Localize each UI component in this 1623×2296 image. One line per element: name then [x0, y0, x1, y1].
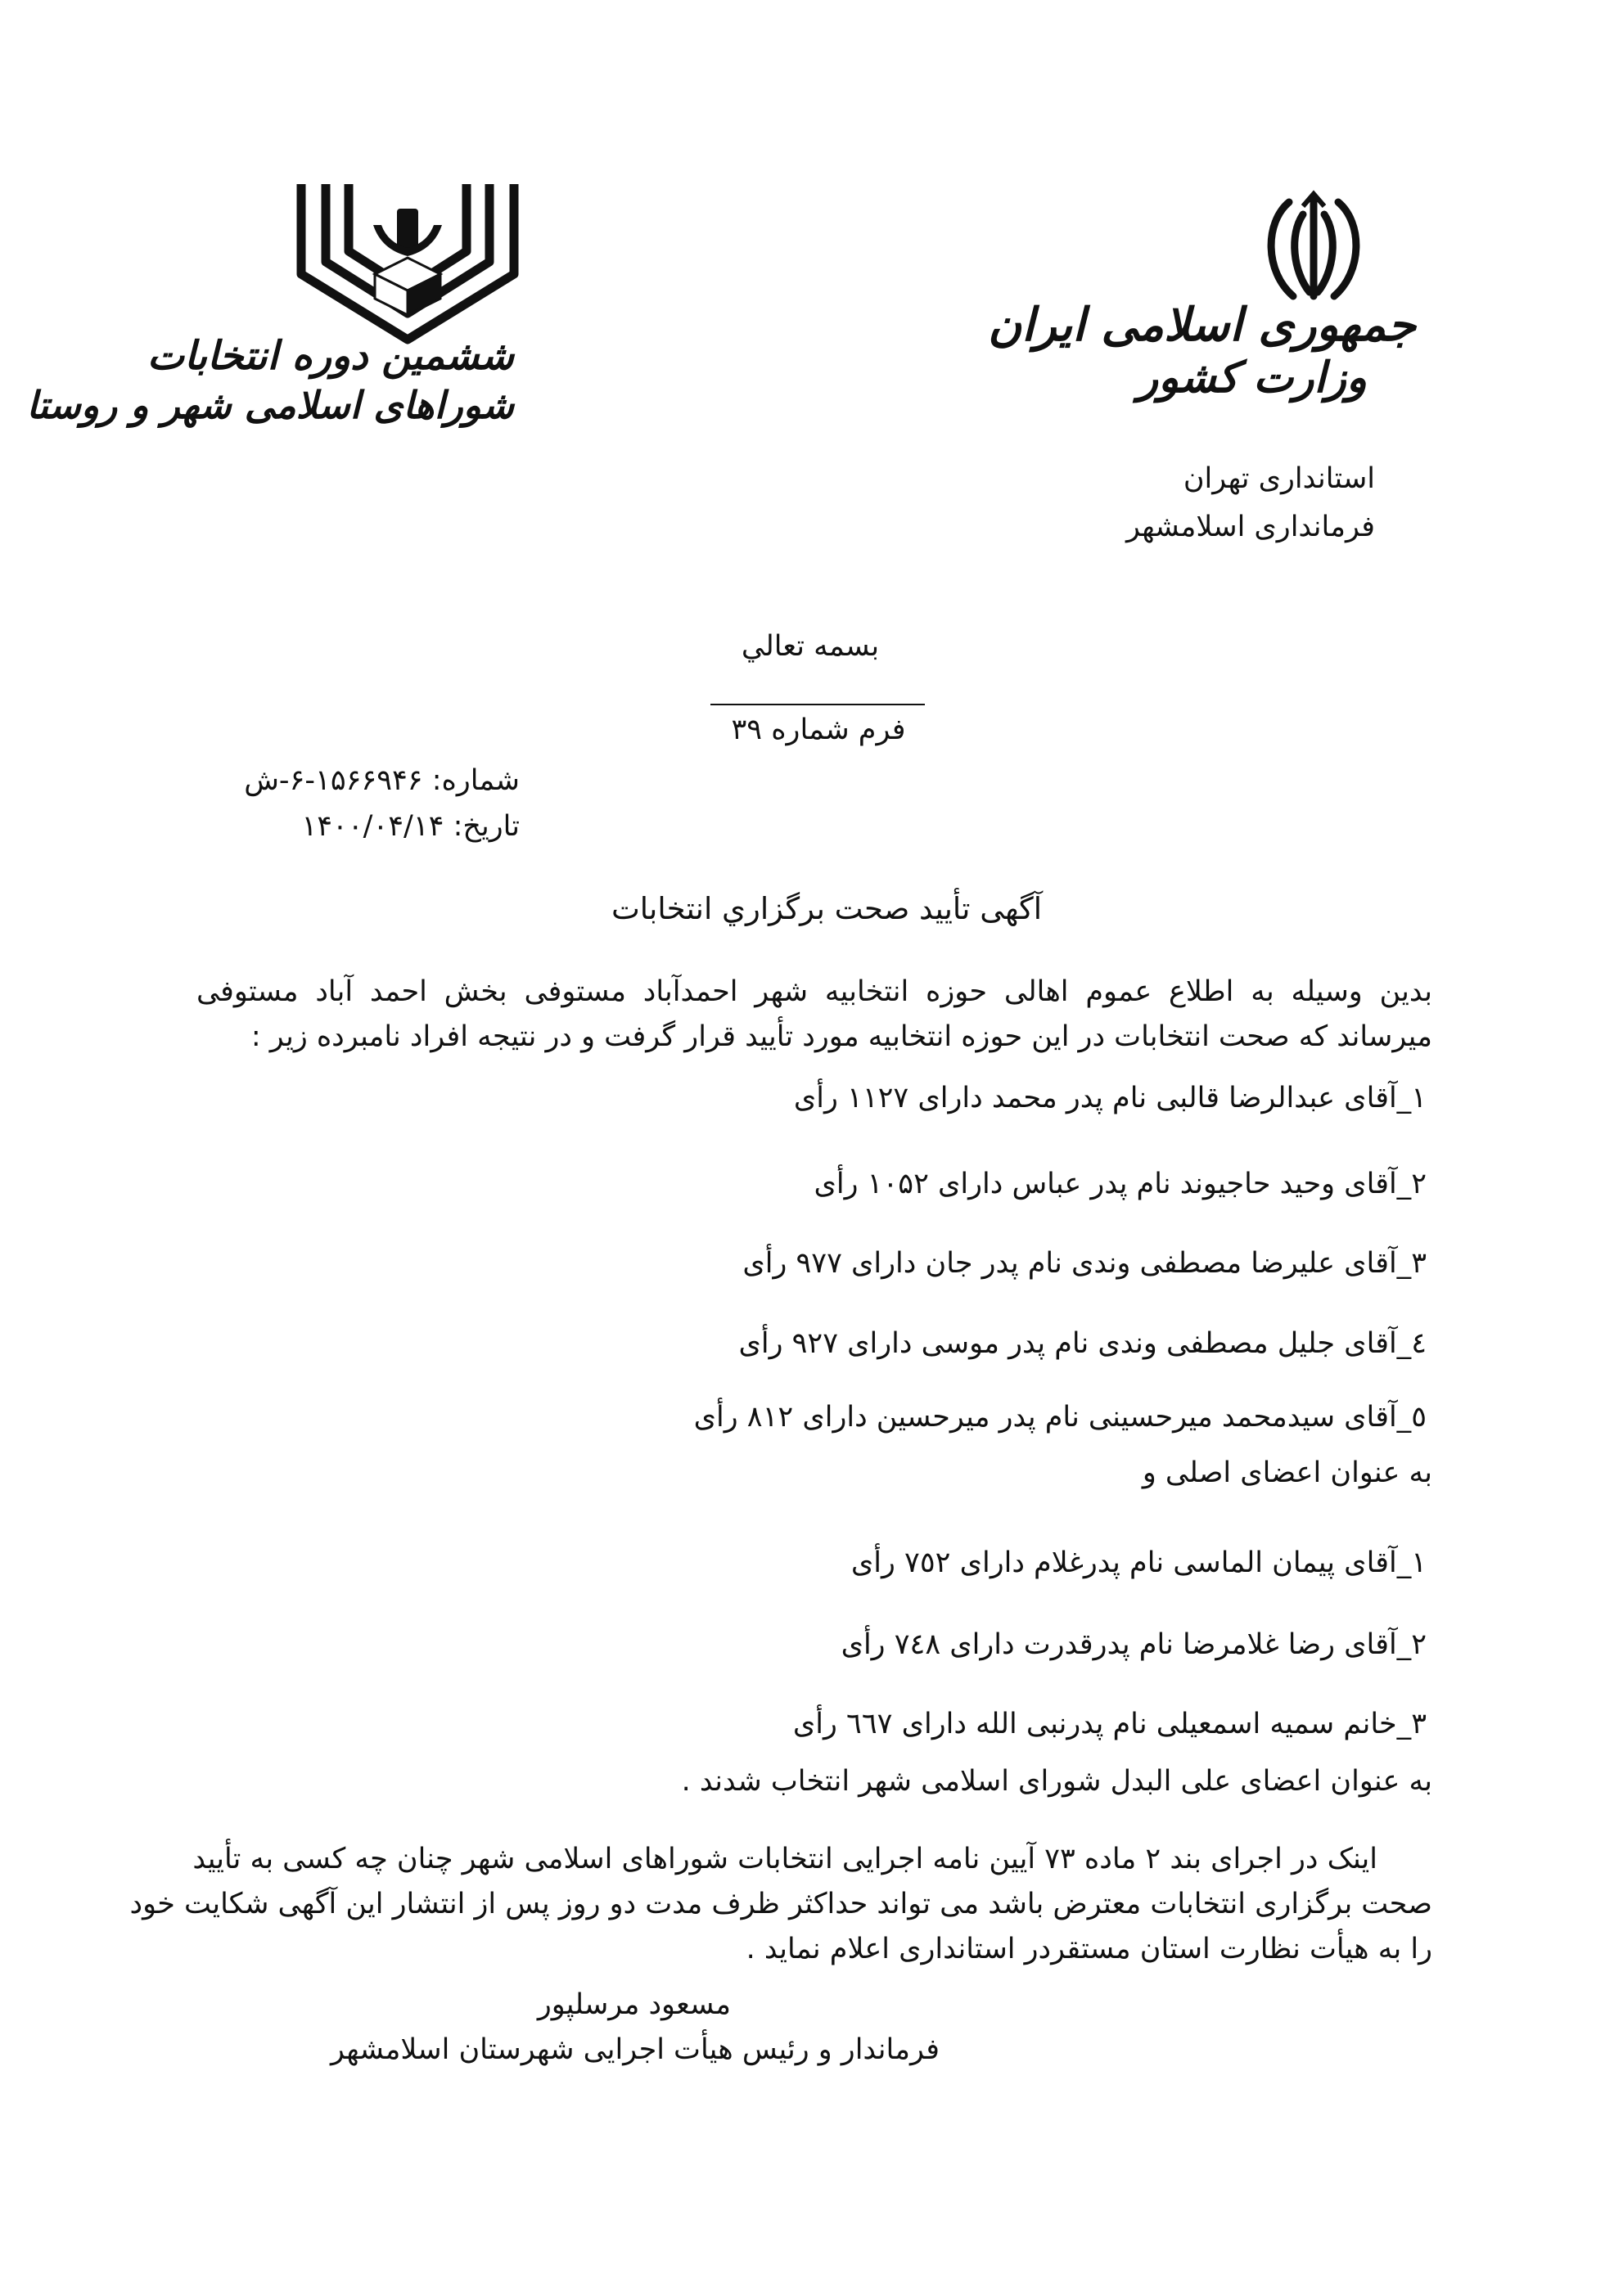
national-emblem-icon: [1252, 190, 1375, 304]
ministry-letterhead: [988, 190, 1416, 443]
ministry-caption-line-1: جمهوری اسلامی ایران: [988, 298, 1416, 352]
alternate-member-1: ١_آقای پیمان الماسی نام پدرغلام دارای ٧٥٢ رأی: [850, 1546, 1427, 1579]
letter-date: تاریخ: ۱۴۰۰/۰۴/۱۴: [301, 810, 520, 843]
invocation-heading: بسمه تعالي: [741, 630, 880, 663]
main-member-1: ١_آقای عبدالرضا قالبی نام پدر محمد دارای ۱۱۲۷ رأی: [793, 1082, 1427, 1114]
form-number: فرم شماره ۳۹: [731, 714, 906, 746]
alternate-member-3: ٣_خانم سمیه اسمعیلی نام پدرنبی الله دارای ٦٦٧ رأی: [792, 1708, 1427, 1740]
invocation-underline: [710, 704, 925, 705]
logo-caption-line-1: ششمین دوره انتخابات: [147, 333, 514, 379]
main-members-caption: به عنوان اعضای اصلی و: [1142, 1456, 1432, 1489]
closing-line-2: صحت برگزاری انتخابات معترض باشد می تواند حداکثر ظرف مدت دو روز پس از انتشار این آگهی شکایت خود: [129, 1888, 1432, 1920]
signer-title: فرماندار و رئیس هیأت اجرایی شهرستان اسلامشهر: [331, 2033, 940, 2066]
ballot-box-emblem-icon: [285, 176, 530, 348]
letter-number: شماره: ۱۵۶۶۹۴۶-۶-ش: [244, 764, 520, 797]
office-line-2: فرمانداری اسلامشهر: [1125, 511, 1375, 543]
logo-caption-line-2: شوراهای اسلامی شهر و روستا: [26, 383, 514, 427]
notice-title: آگهی تأیید صحت برگزاري انتخابات: [611, 891, 1043, 926]
office-line-1: استانداری تهران: [1183, 462, 1375, 495]
intro-line-1: بدین وسیله به اطلاع عموم اهالی حوزه انتخابیه شهر احمدآباد مستوفی بخش احمد آباد مستوفی: [196, 975, 1432, 1008]
alternate-members-caption: به عنوان اعضای علی البدل شورای اسلامی شهر انتخاب شدند .: [681, 1765, 1432, 1798]
main-member-4: ٤_آقای جلیل مصطفی وندی نام پدر موسی دارای ۹۲۷ رأی: [738, 1327, 1427, 1360]
intro-line-2: میرساند که صحت انتخابات در این حوزه انتخابیه مورد تأیید قرار گرفت و در نتیجه افراد نامبرده زیر :: [250, 1020, 1432, 1053]
main-member-2: ٢_آقای وحید حاجیوند نام پدر عباس دارای ۱۰۵۲ رأی: [814, 1168, 1427, 1200]
alternate-member-2: ٢_آقای رضا غلامرضا نام پدرقدرت دارای ٧٤٨ رأی: [841, 1628, 1427, 1661]
signer-name: مسعود مرسلپور: [537, 1988, 731, 2021]
main-member-5: ٥_آقای سیدمحمد میرحسینی نام پدر میرحسین دارای ۸۱۲ رأی: [693, 1401, 1427, 1434]
closing-line-3: را به هیأت نظارت استان مستقردر استانداری اعلام نماید .: [746, 1933, 1432, 1965]
elections-logo: [26, 176, 514, 470]
closing-line-1: اینک در اجرای بند ۲ ماده ۷۳ آیین نامه اجرایی انتخابات شوراهای اسلامی شهر چنان چه کسی به تأیید: [192, 1843, 1377, 1875]
ministry-caption-line-2: وزارت کشور: [1138, 353, 1367, 403]
main-member-3: ٣_آقای علیرضا مصطفی وندی نام پدر جان دارای ۹۷۷ رأی: [742, 1247, 1427, 1280]
